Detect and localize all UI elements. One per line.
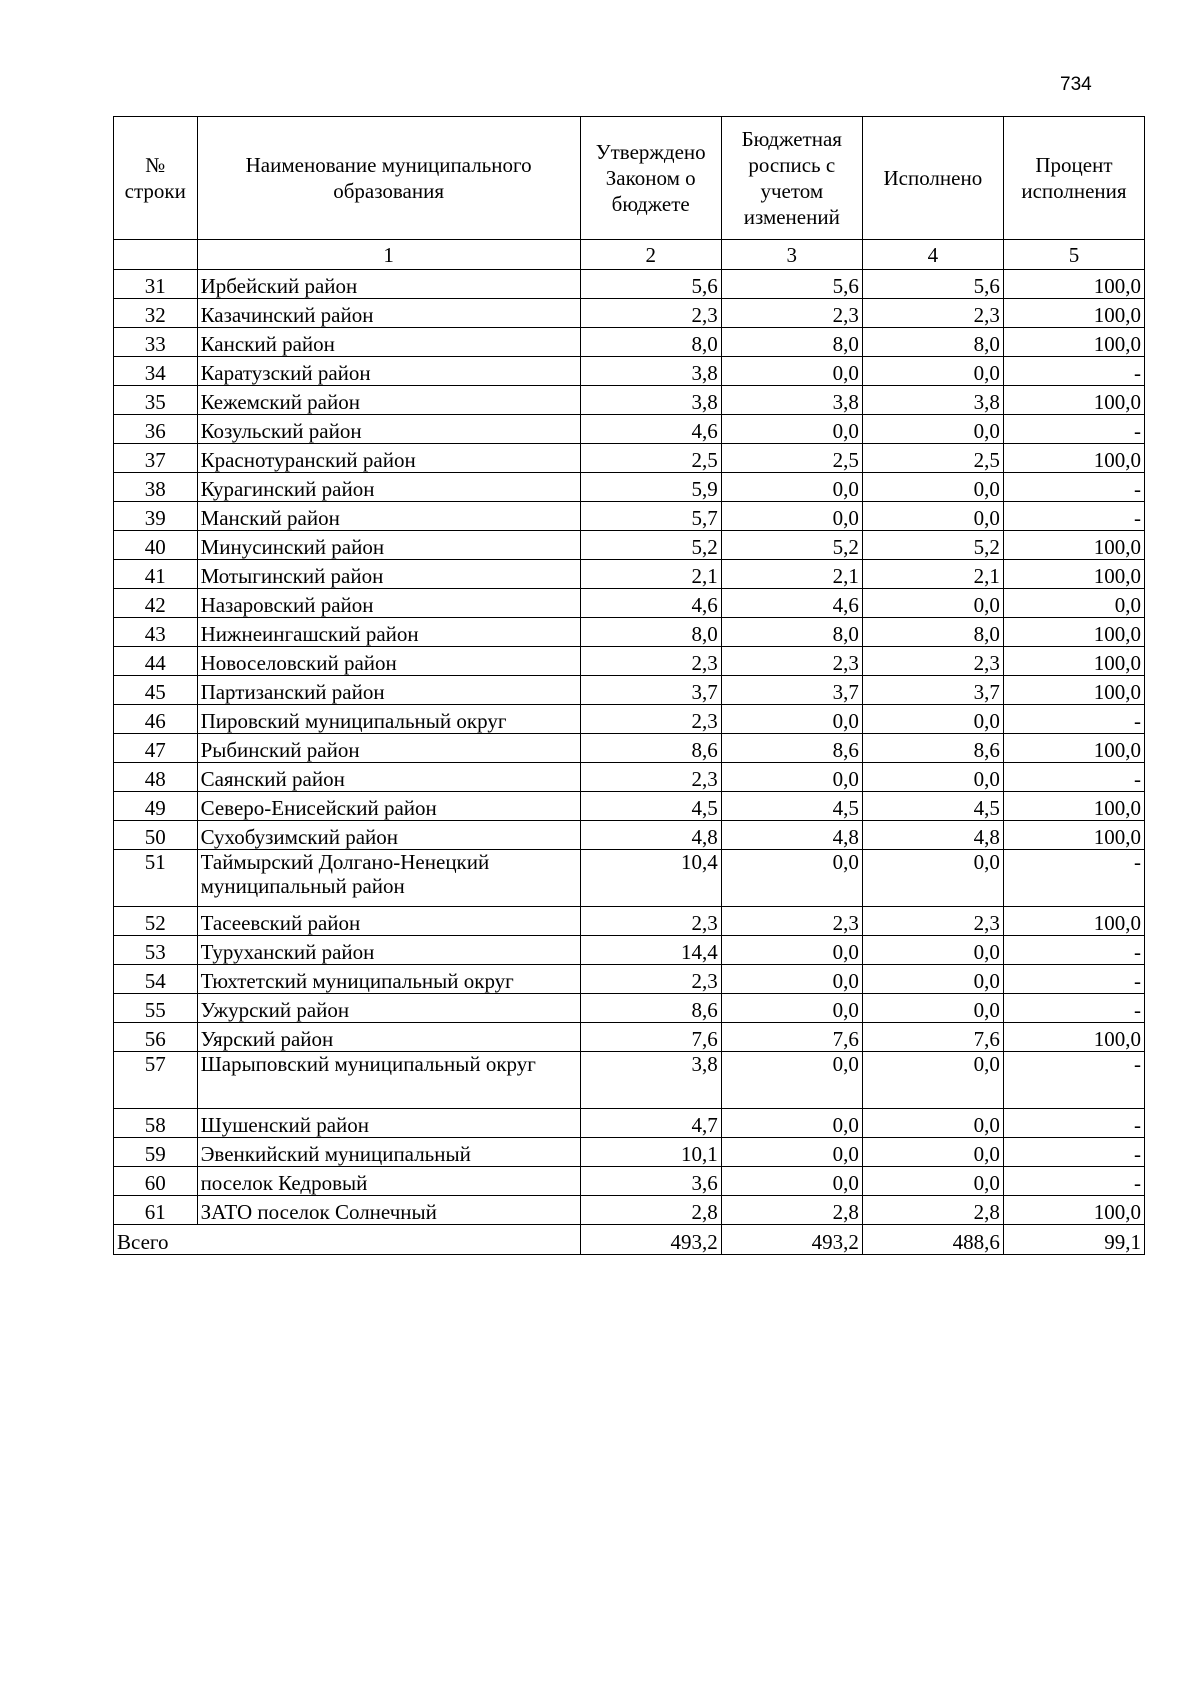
percent-cell: 100,0 [1003,734,1144,763]
executed-cell: 5,2 [862,531,1003,560]
municipality-name-cell: Ужурский район [197,994,580,1023]
municipality-name-cell: Уярский район [197,1023,580,1052]
municipality-name-cell: поселок Кедровый [197,1167,580,1196]
budget-cell: 0,0 [721,1138,862,1167]
municipality-name-cell: Ирбейский район [197,270,580,299]
budget-cell: 5,6 [721,270,862,299]
percent-cell: 100,0 [1003,1023,1144,1052]
executed-cell: 0,0 [862,502,1003,531]
approved-cell: 2,1 [580,560,721,589]
executed-cell: 0,0 [862,357,1003,386]
row-number-cell: 34 [114,357,198,386]
table-row [114,589,1145,618]
table-row [114,618,1145,647]
municipality-name-cell: ЗАТО поселок Солнечный [197,1196,580,1225]
percent-cell: 100,0 [1003,444,1144,473]
approved-cell: 8,6 [580,994,721,1023]
executed-cell: 3,7 [862,676,1003,705]
approved-cell: 7,6 [580,1023,721,1052]
column-index-row [114,240,1145,270]
approved-cell: 3,8 [580,386,721,415]
budget-cell: 0,0 [721,357,862,386]
budget-cell: 0,0 [721,415,862,444]
column-index: 2 [580,240,721,270]
budget-cell: 2,3 [721,647,862,676]
total-percent: 99,1 [1003,1225,1144,1255]
budget-cell: 8,6 [721,734,862,763]
table-row [114,1109,1145,1138]
row-number-cell: 47 [114,734,198,763]
executed-cell: 0,0 [862,763,1003,792]
executed-cell: 0,0 [862,1138,1003,1167]
table-row [114,792,1145,821]
column-index: 3 [721,240,862,270]
approved-cell: 5,9 [580,473,721,502]
total-budget: 493,2 [721,1225,862,1255]
municipality-name-cell: Пировский муниципальный округ [197,705,580,734]
row-number-cell: 35 [114,386,198,415]
budget-cell: 0,0 [721,1167,862,1196]
budget-cell: 0,0 [721,473,862,502]
percent-cell: 100,0 [1003,676,1144,705]
percent-cell: - [1003,965,1144,994]
percent-cell: - [1003,1109,1144,1138]
executed-cell: 0,0 [862,994,1003,1023]
percent-cell: 100,0 [1003,1196,1144,1225]
budget-cell: 4,6 [721,589,862,618]
budget-cell: 0,0 [721,994,862,1023]
municipality-name-cell: Шушенский район [197,1109,580,1138]
row-number-cell: 59 [114,1138,198,1167]
executed-cell: 2,5 [862,444,1003,473]
table-row [114,1167,1145,1196]
executed-cell: 0,0 [862,850,1003,907]
column-index: 5 [1003,240,1144,270]
municipality-name-cell: Туруханский район [197,936,580,965]
executed-cell: 0,0 [862,1109,1003,1138]
approved-cell: 4,6 [580,589,721,618]
approved-cell: 8,6 [580,734,721,763]
percent-cell: 0,0 [1003,589,1144,618]
approved-cell: 5,7 [580,502,721,531]
percent-cell: 100,0 [1003,328,1144,357]
table-row [114,1023,1145,1052]
percent-cell: - [1003,705,1144,734]
row-number-cell: 37 [114,444,198,473]
approved-cell: 5,2 [580,531,721,560]
table-row [114,444,1145,473]
table-row [114,907,1145,936]
percent-cell: 100,0 [1003,618,1144,647]
approved-cell: 4,6 [580,415,721,444]
budget-cell: 0,0 [721,502,862,531]
table-row [114,1196,1145,1225]
total-label: Всего [114,1225,581,1255]
approved-cell: 8,0 [580,618,721,647]
row-number-cell: 41 [114,560,198,589]
approved-cell: 2,3 [580,965,721,994]
table-row [114,560,1145,589]
approved-cell: 3,7 [580,676,721,705]
total-executed: 488,6 [862,1225,1003,1255]
executed-cell: 7,6 [862,1023,1003,1052]
percent-cell: - [1003,1052,1144,1109]
executed-cell: 4,8 [862,821,1003,850]
municipality-name-cell: Минусинский район [197,531,580,560]
executed-cell: 0,0 [862,936,1003,965]
row-number-cell: 39 [114,502,198,531]
percent-cell: 100,0 [1003,560,1144,589]
percent-cell: 100,0 [1003,792,1144,821]
budget-cell: 2,5 [721,444,862,473]
budget-cell: 2,1 [721,560,862,589]
row-number-cell: 54 [114,965,198,994]
percent-cell: 100,0 [1003,647,1144,676]
table-row [114,936,1145,965]
row-number-cell: 58 [114,1109,198,1138]
approved-cell: 4,7 [580,1109,721,1138]
header-approved-by-law: Утверждено Законом о бюджете [580,117,721,240]
municipality-name-cell: Партизанский район [197,676,580,705]
percent-cell: - [1003,994,1144,1023]
budget-table [113,116,1145,1255]
budget-cell: 0,0 [721,1052,862,1109]
percent-cell: - [1003,936,1144,965]
percent-cell: - [1003,763,1144,792]
approved-cell: 4,8 [580,821,721,850]
table-row [114,299,1145,328]
executed-cell: 0,0 [862,965,1003,994]
table-row [114,386,1145,415]
percent-cell: - [1003,1167,1144,1196]
row-number-cell: 60 [114,1167,198,1196]
table-body [114,270,1145,1225]
table-row [114,415,1145,444]
table-row [114,965,1145,994]
header-budget-schedule: Бюджетная роспись с учетом изменений [721,117,862,240]
approved-cell: 4,5 [580,792,721,821]
percent-cell: - [1003,415,1144,444]
approved-cell: 10,1 [580,1138,721,1167]
row-number-cell: 36 [114,415,198,444]
row-number-cell: 57 [114,1052,198,1109]
executed-cell: 2,3 [862,299,1003,328]
table-row [114,531,1145,560]
approved-cell: 2,3 [580,763,721,792]
executed-cell: 2,3 [862,647,1003,676]
approved-cell: 3,8 [580,357,721,386]
municipality-name-cell: Рыбинский район [197,734,580,763]
table-row [114,647,1145,676]
budget-cell: 3,7 [721,676,862,705]
municipality-name-cell: Северо-Енисейский район [197,792,580,821]
municipality-name-cell: Назаровский район [197,589,580,618]
municipality-name-cell: Тюхтетский муниципальный округ [197,965,580,994]
budget-cell: 2,3 [721,299,862,328]
approved-cell: 2,3 [580,647,721,676]
row-number-cell: 40 [114,531,198,560]
municipality-name-cell: Краснотуранский район [197,444,580,473]
table-row [114,821,1145,850]
row-number-cell: 55 [114,994,198,1023]
approved-cell: 10,4 [580,850,721,907]
municipality-name-cell: Кежемский район [197,386,580,415]
budget-cell: 0,0 [721,936,862,965]
executed-cell: 0,0 [862,1167,1003,1196]
municipality-name-cell: Новоселовский район [197,647,580,676]
percent-cell: 100,0 [1003,821,1144,850]
table-row [114,705,1145,734]
table-row [114,270,1145,299]
executed-cell: 2,8 [862,1196,1003,1225]
table-row [114,1138,1145,1167]
municipality-name-cell: Канский район [197,328,580,357]
municipality-name-cell: Шарыповский муниципальный округ [197,1052,580,1109]
table-row [114,763,1145,792]
approved-cell: 14,4 [580,936,721,965]
column-index: 4 [862,240,1003,270]
executed-cell: 8,0 [862,328,1003,357]
table-row [114,676,1145,705]
row-number-cell: 46 [114,705,198,734]
executed-cell: 0,0 [862,1052,1003,1109]
municipality-name-cell: Козульский район [197,415,580,444]
municipality-name-cell: Нижнеингашский район [197,618,580,647]
approved-cell: 5,6 [580,270,721,299]
municipality-name-cell: Саянский район [197,763,580,792]
budget-cell: 4,8 [721,821,862,850]
row-number-cell: 32 [114,299,198,328]
row-number-cell: 53 [114,936,198,965]
row-number-cell: 38 [114,473,198,502]
approved-cell: 3,6 [580,1167,721,1196]
executed-cell: 0,0 [862,705,1003,734]
percent-cell: 100,0 [1003,386,1144,415]
municipality-name-cell: Каратузский район [197,357,580,386]
municipality-name-cell: Таймырский Долгано-Ненецкий муниципальный район [197,850,580,907]
approved-cell: 2,3 [580,705,721,734]
table-row [114,473,1145,502]
budget-cell: 0,0 [721,850,862,907]
budget-cell: 0,0 [721,763,862,792]
percent-cell: - [1003,850,1144,907]
table-row [114,850,1145,907]
approved-cell: 2,3 [580,907,721,936]
table-row [114,734,1145,763]
budget-cell: 7,6 [721,1023,862,1052]
budget-cell: 2,8 [721,1196,862,1225]
municipality-name-cell: Сухобузимский район [197,821,580,850]
executed-cell: 5,6 [862,270,1003,299]
municipality-name-cell: Эвенкийский муниципальный [197,1138,580,1167]
municipality-name-cell: Казачинский район [197,299,580,328]
row-number-cell: 56 [114,1023,198,1052]
row-number-cell: 52 [114,907,198,936]
percent-cell: 100,0 [1003,270,1144,299]
row-number-cell: 44 [114,647,198,676]
budget-cell: 0,0 [721,1109,862,1138]
column-index [114,240,198,270]
header-row-number: № строки [114,117,198,240]
municipality-name-cell: Курагинский район [197,473,580,502]
budget-cell: 5,2 [721,531,862,560]
executed-cell: 4,5 [862,792,1003,821]
budget-cell: 0,0 [721,705,862,734]
row-number-cell: 51 [114,850,198,907]
row-number-cell: 45 [114,676,198,705]
executed-cell: 0,0 [862,415,1003,444]
total-approved: 493,2 [580,1225,721,1255]
percent-cell: - [1003,473,1144,502]
executed-cell: 8,6 [862,734,1003,763]
budget-cell: 8,0 [721,328,862,357]
executed-cell: 8,0 [862,618,1003,647]
table-row [114,1052,1145,1109]
column-index: 1 [197,240,580,270]
percent-cell: - [1003,502,1144,531]
header-execution-percent: Процент исполнения [1003,117,1144,240]
total-row [114,1225,1145,1255]
row-number-cell: 33 [114,328,198,357]
row-number-cell: 42 [114,589,198,618]
row-number-cell: 43 [114,618,198,647]
approved-cell: 2,5 [580,444,721,473]
percent-cell: 100,0 [1003,907,1144,936]
header-row [114,117,1145,240]
municipality-name-cell: Мотыгинский район [197,560,580,589]
page-number: 734 [1060,74,1092,95]
percent-cell: 100,0 [1003,299,1144,328]
percent-cell: - [1003,1138,1144,1167]
table-row [114,502,1145,531]
municipality-name-cell: Тасеевский район [197,907,580,936]
row-number-cell: 50 [114,821,198,850]
budget-cell: 0,0 [721,965,862,994]
approved-cell: 2,3 [580,299,721,328]
executed-cell: 0,0 [862,589,1003,618]
approved-cell: 2,8 [580,1196,721,1225]
municipality-name-cell: Манский район [197,502,580,531]
budget-cell: 2,3 [721,907,862,936]
table-row [114,328,1145,357]
executed-cell: 3,8 [862,386,1003,415]
budget-cell: 8,0 [721,618,862,647]
row-number-cell: 31 [114,270,198,299]
executed-cell: 0,0 [862,473,1003,502]
approved-cell: 8,0 [580,328,721,357]
row-number-cell: 61 [114,1196,198,1225]
table-row [114,994,1145,1023]
table-row [114,357,1145,386]
percent-cell: 100,0 [1003,531,1144,560]
approved-cell: 3,8 [580,1052,721,1109]
percent-cell: - [1003,357,1144,386]
executed-cell: 2,3 [862,907,1003,936]
budget-cell: 4,5 [721,792,862,821]
budget-cell: 3,8 [721,386,862,415]
row-number-cell: 48 [114,763,198,792]
executed-cell: 2,1 [862,560,1003,589]
header-executed: Исполнено [862,117,1003,240]
row-number-cell: 49 [114,792,198,821]
header-municipality-name: Наименование муниципального образования [197,117,580,240]
